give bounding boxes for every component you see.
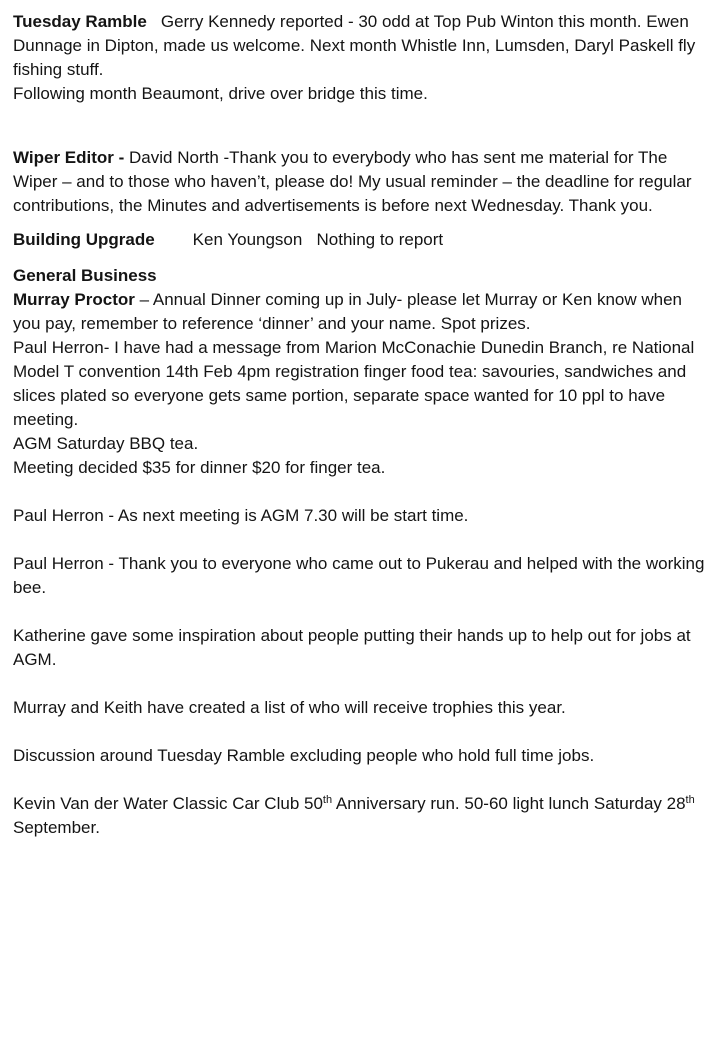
agm-start-line: Paul Herron - As next meeting is AGM 7.30 will be start time. (13, 506, 469, 525)
paul-herron-message: Paul Herron- I have had a message from Marion McConachie Dunedin Branch, re National Model T convention 14th Feb 4pm registration finger food tea: savouries, sandwiches and slices plated so everyone gets same portion, separate space wanted for 10 ppl to have meeting. (13, 338, 695, 429)
tuesday-ramble-paragraph (13, 10, 707, 82)
tuesday-ramble-text: Gerry Kennedy reported - 30 odd at Top Pub Winton this month. Ewen Dunnage in Dipton, made us welcome. Next month Whistle Inn, Lumsden, Daryl Paskell fly fishing stuff. (13, 12, 696, 79)
kevin-sup-1: th (322, 794, 333, 806)
pukerau-paragraph: Paul Herron - Thank you to everyone who came out to Pukerau and helped with the working bee. (13, 554, 705, 597)
wiper-editor-text: David North -Thank you to everybody who has sent me material for The Wiper – and to those who haven’t, please do! My usual reminder – the deadline for regular contributions, the Minutes and advertisements is before next Wednesday. Thank you. (13, 148, 692, 215)
kevin-text-2: Anniversary run. 50-60 light lunch Saturday 28 (332, 794, 686, 813)
general-business-heading: General Business (13, 266, 157, 285)
murray-proctor-name: Murray Proctor (13, 290, 135, 309)
meeting-decided-line: Meeting decided $35 for dinner $20 for finger tea. (13, 458, 386, 477)
building-upgrade-status: Nothing to report (316, 230, 444, 249)
wiper-editor-paragraph (13, 146, 707, 218)
wiper-editor-heading: Wiper Editor - (13, 148, 125, 167)
kevin-paragraph (13, 792, 707, 840)
kevin-text-1: Kevin Van der Water Classic Car Club 50 (13, 794, 323, 813)
building-upgrade-line (13, 228, 707, 252)
building-upgrade-person: Ken Youngson (192, 230, 303, 249)
kevin-sup-2: th (685, 794, 695, 806)
trophies-line: Murray and Keith have created a list of who will receive trophies this year. (13, 698, 566, 717)
building-upgrade-heading: Building Upgrade (13, 230, 155, 249)
murray-proctor-paragraph (13, 288, 707, 336)
murray-proctor-text: – Annual Dinner coming up in July- please let Murray or Ken know when you pay, remember to reference ‘dinner’ and your name. Spot prizes. (13, 290, 683, 333)
tuesday-ramble-heading: Tuesday Ramble (13, 12, 147, 31)
agm-bbq-line: AGM Saturday BBQ tea. (13, 434, 199, 453)
minutes-page (13, 10, 707, 840)
tuesday-ramble-following: Following month Beaumont, drive over bridge this time. (13, 84, 428, 103)
kevin-text-3: September. (13, 818, 100, 837)
ramble-discussion-line: Discussion around Tuesday Ramble excluding people who hold full time jobs. (13, 746, 595, 765)
katherine-paragraph: Katherine gave some inspiration about people putting their hands up to help out for jobs at AGM. (13, 626, 691, 669)
